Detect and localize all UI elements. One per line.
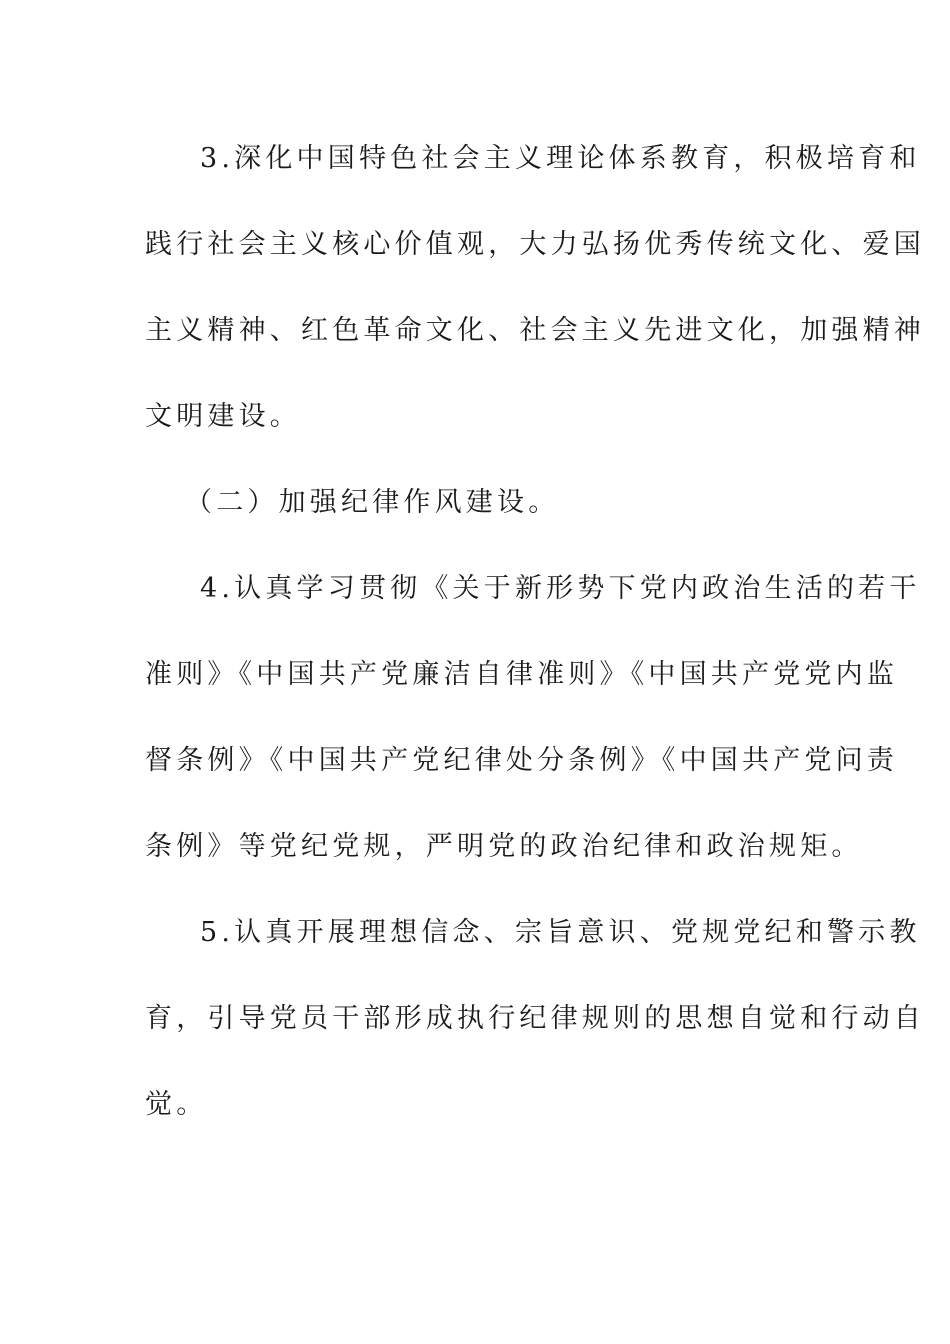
paragraph-3-line-2: 践行社会主义核心价值观，大力弘扬优秀传统文化、爱国	[145, 229, 925, 260]
paragraph-4-line-1: 4.认真学习贯彻《关于新形势下党内政治生活的若干	[200, 573, 921, 604]
paragraph-4-line-2: 准则》《中国共产党廉洁自律准则》《中国共产党党内监	[145, 659, 898, 690]
section-heading: （二）加强纪律作风建设。	[185, 487, 560, 518]
paragraph-4-line-4: 条例》等党纪党规，严明党的政治纪律和政治规矩。	[145, 831, 863, 862]
paragraph-4-line-3: 督条例》《中国共产党纪律处分条例》《中国共产党问责	[145, 745, 898, 776]
paragraph-5-line-1: 5.认真开展理想信念、宗旨意识、党规党纪和警示教	[200, 917, 921, 948]
paragraph-5-line-2: 育，引导党员干部形成执行纪律规则的思想自觉和行动自	[145, 1003, 925, 1034]
paragraph-3-line-4: 文明建设。	[145, 401, 301, 432]
paragraph-5-line-3: 觉。	[145, 1089, 208, 1120]
paragraph-3-line-1: 3.深化中国特色社会主义理论体系教育，积极培育和	[200, 143, 921, 174]
paragraph-3-line-3: 主义精神、红色革命文化、社会主义先进文化，加强精神	[145, 315, 925, 346]
